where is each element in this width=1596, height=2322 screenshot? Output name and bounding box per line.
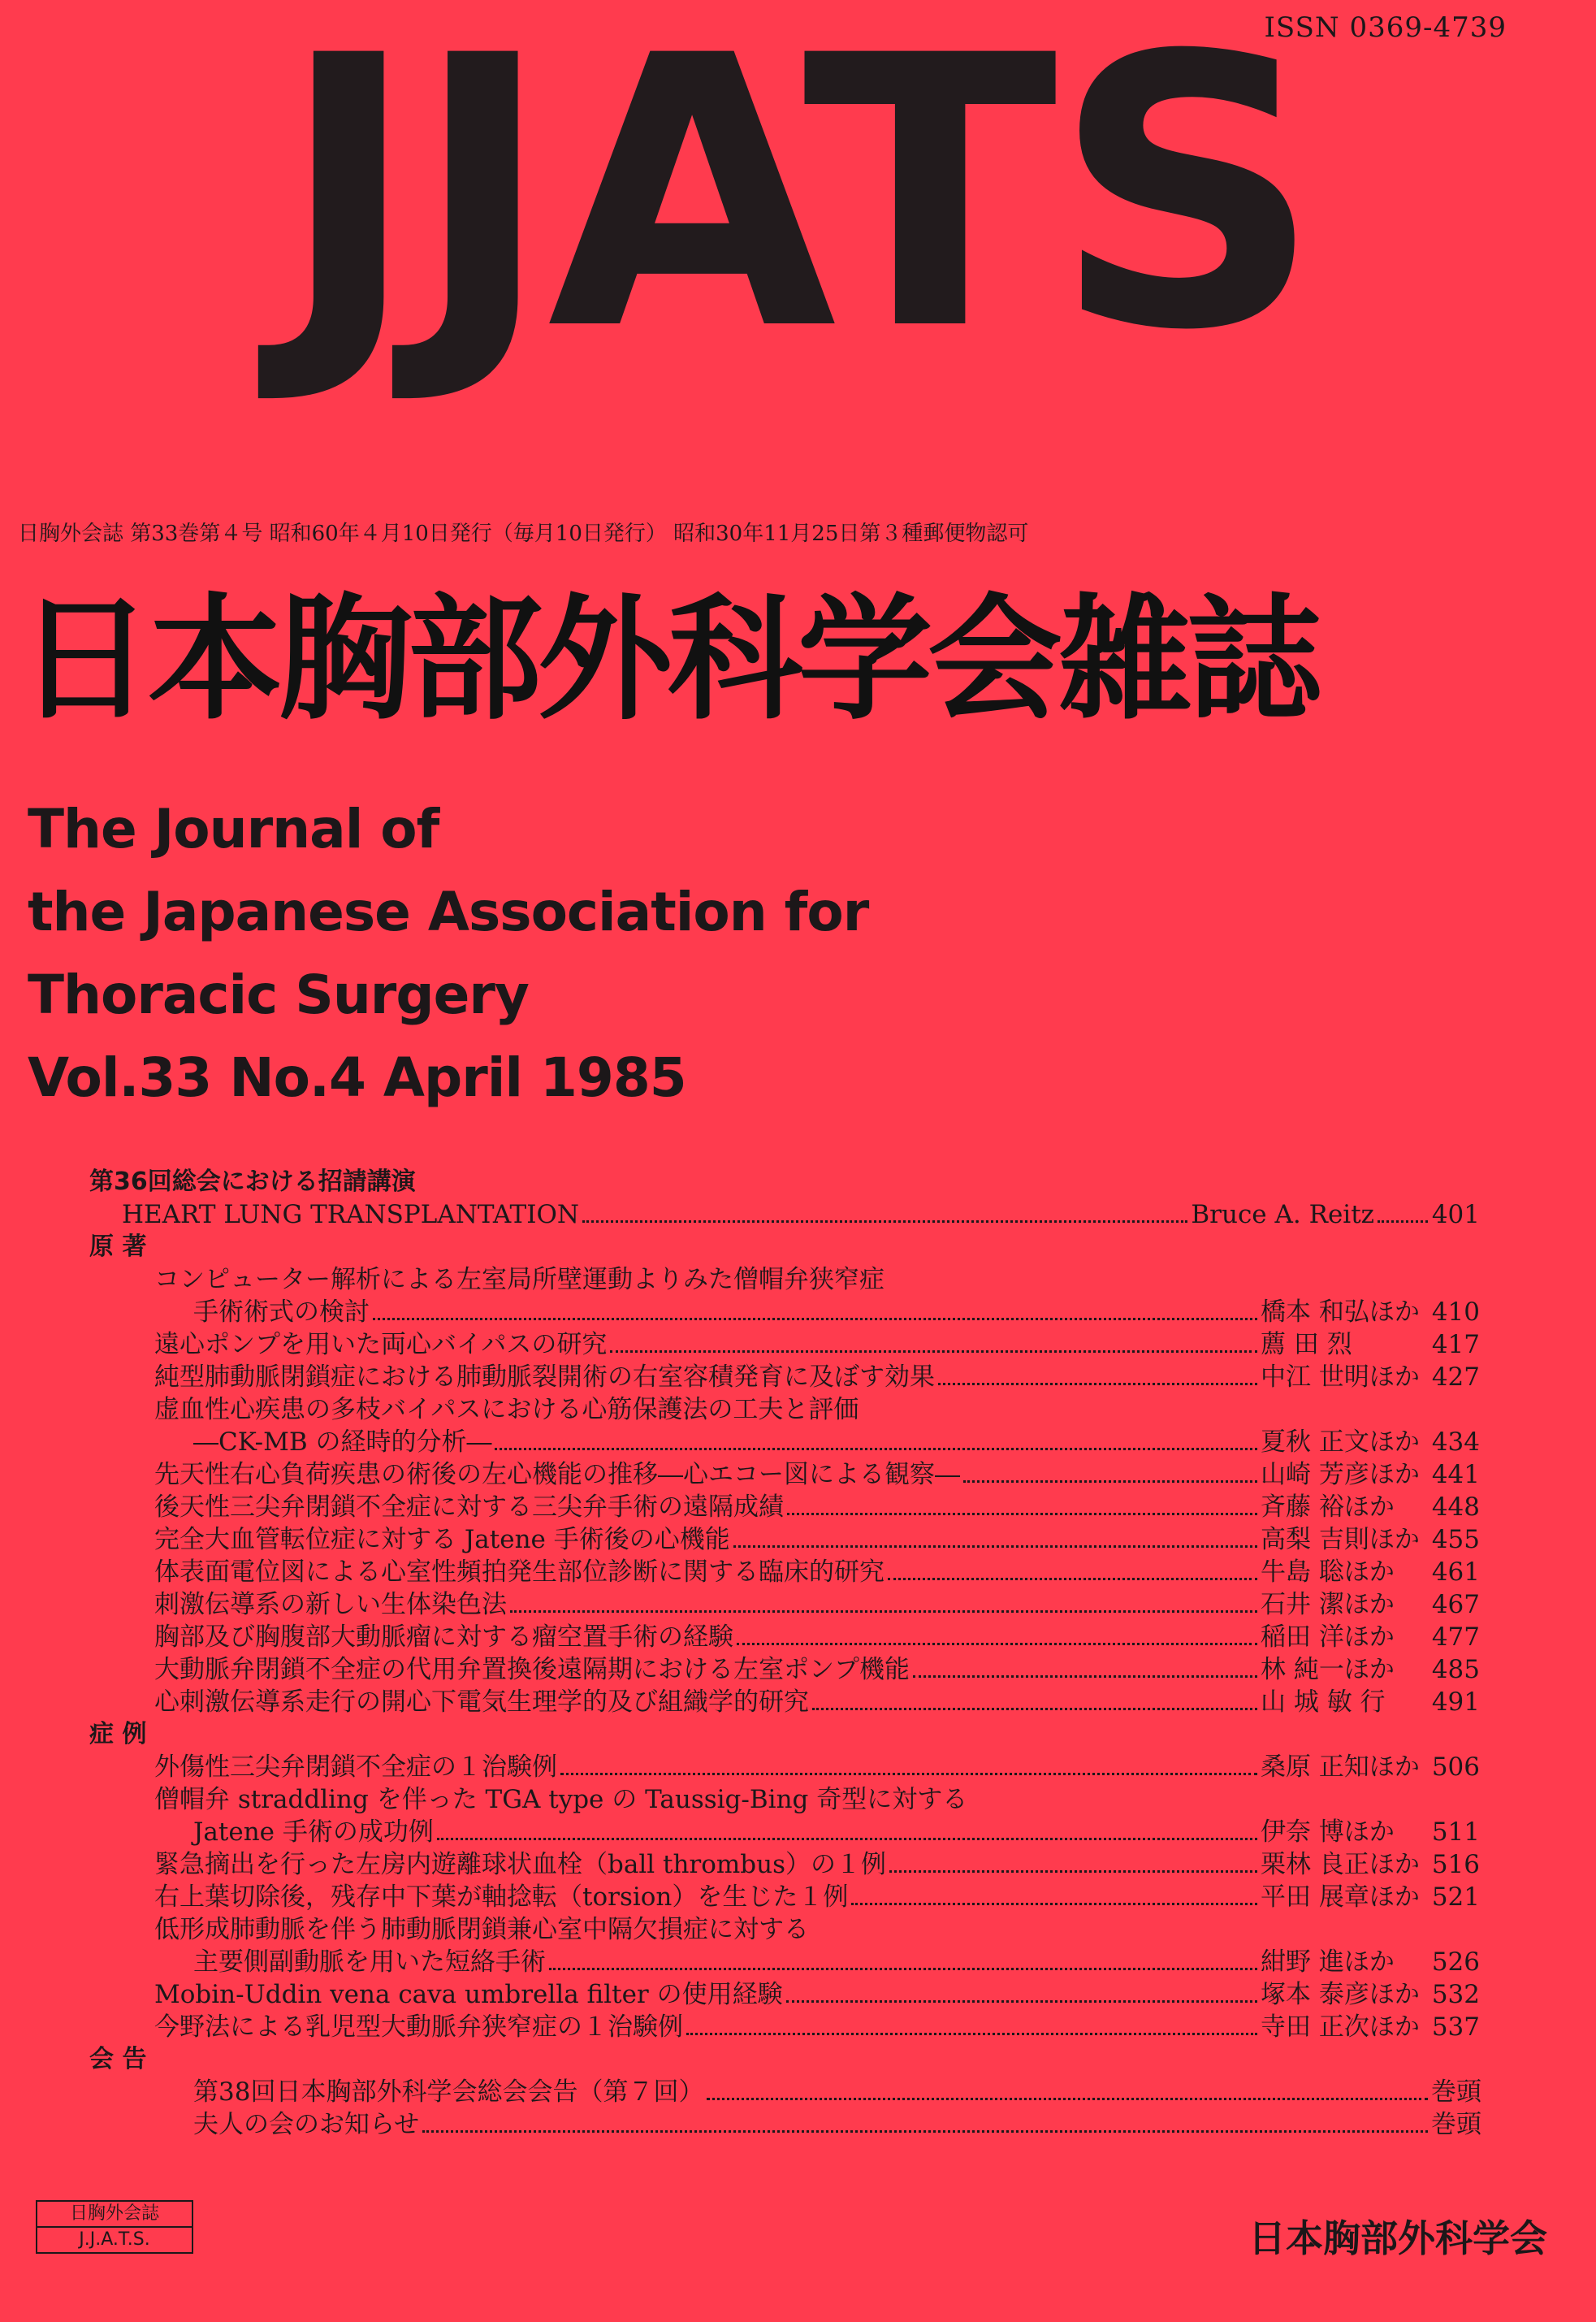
toc-entry-page: 441 [1431,1460,1480,1489]
toc-entry[interactable] [89,1686,1480,1718]
toc-entry[interactable] [89,1426,1480,1458]
toc-entry-title-line: コンピューター解析による左室局所壁運動よりみた僧帽弁狭窄症 [154,1265,885,1294]
japanese-title: 日本胸部外科学会雑誌 [18,582,1317,739]
toc-entry-title: 第38回日本胸部外科学会総会会告（第７回） [193,2077,704,2107]
toc-entry-page: 532 [1431,1980,1480,2009]
toc-entry-page: 417 [1431,1330,1480,1359]
toc-entry[interactable] [89,1361,1480,1393]
toc-entry-title: Jatene 手術の成功例 [193,1817,434,1847]
english-title-line-2: the Japanese Association for [28,881,869,943]
toc-entry-author: 薦 田 烈 [1261,1330,1352,1359]
publisher-name: 日本胸部外科学会 [1248,2216,1547,2260]
toc-entry-title: 今野法による乳児型大動脈弁狭窄症の１治験例 [154,2012,683,2042]
toc-entry-author: 夏秋 正文ほか [1261,1427,1420,1457]
toc-entry[interactable] [89,1978,1480,2011]
toc-entry[interactable] [89,2108,1480,2141]
toc-entry-author: 栗林 良正ほか [1261,1850,1420,1879]
toc-entry-title: 刺激伝導系の新しい生体染色法 [154,1590,507,1619]
toc-entry-page: 491 [1431,1687,1480,1717]
toc-entry-page: 巻頭 [1431,2110,1481,2139]
toc-entry-page: 410 [1431,1297,1480,1327]
toc-entry-page: 506 [1431,1752,1480,1782]
toc-entry[interactable] [89,1458,1480,1491]
toc-entry-author: 橋本 和弘ほか [1261,1297,1420,1327]
toc-entry-author: 稲田 洋ほか [1261,1622,1395,1652]
toc-entry-title: 主要側副動脈を用いた短絡手術 [193,1947,546,1977]
toc-entry-title: 完全大血管転位症に対する Jatene 手術後の心機能 [154,1525,730,1554]
toc-entry-author: 中江 世明ほか [1261,1362,1420,1392]
toc-section-case-reports: 症 例 [89,1720,147,1748]
toc-entry-page: 511 [1431,1817,1480,1847]
english-title-line-3: Thoracic Surgery [28,964,529,1026]
toc-entry[interactable] [89,1556,1480,1588]
toc-entry[interactable] [89,1946,1480,1978]
toc-entry-author: 牛島 聡ほか [1261,1557,1395,1587]
english-title-line-1: The Journal of [28,798,439,860]
toc-entry-page: 455 [1431,1525,1480,1554]
toc-entry[interactable] [89,1653,1480,1686]
toc-entry-title-line: 虚血性心疾患の多枝バイパスにおける心筋保護法の工夫と評価 [154,1395,859,1424]
toc-entry-page: 467 [1431,1590,1480,1619]
toc-entry-title: 純型肺動脈閉鎖症における肺動脈裂開術の右室容積発育に及ぼす効果 [154,1362,935,1392]
toc-entry[interactable] [89,1328,1480,1361]
toc-entry-page: 485 [1431,1655,1480,1684]
toc-entry-page: 521 [1431,1882,1480,1912]
table-of-contents [89,1166,1480,2141]
abbreviation-english: J.J.A.T.S. [37,2226,192,2252]
toc-entry[interactable] [89,1296,1480,1328]
toc-entry[interactable] [89,1621,1480,1653]
toc-entry-title: 夫人の会のお知らせ [193,2110,420,2139]
toc-entry-title: 後天性三尖弁閉鎖不全症に対する三尖弁手術の遠隔成績 [154,1492,784,1522]
toc-section-original-articles: 原 著 [89,1232,147,1261]
toc-entry-author: 山 城 敏 行 [1261,1687,1386,1717]
toc-entry-page: 516 [1431,1850,1480,1879]
toc-entry[interactable] [89,1751,1480,1783]
toc-entry[interactable] [89,1848,1480,1881]
toc-entry[interactable] [89,1816,1480,1848]
publication-info: 日胸外会誌 第33巻第４号 昭和60年４月10日発行（毎月10日発行） 昭和30年11月25日第３種郵便物認可 [18,522,1029,546]
toc-entry-author: 林 純一ほか [1261,1655,1395,1684]
toc-entry-page: 434 [1431,1427,1480,1457]
toc-entry-title: 大動脈弁閉鎖不全症の代用弁置換後遠隔期における左室ポンプ機能 [154,1655,910,1684]
toc-entry-author: 斉藤 裕ほか [1261,1492,1395,1522]
toc-entry-title: 手術術式の検討 [193,1297,370,1327]
toc-entry[interactable] [89,2011,1480,2043]
masthead-logo: JJATS [279,0,1317,412]
toc-entry[interactable] [89,2076,1480,2108]
toc-entry-title: 心刺激伝導系走行の開心下電気生理学的及び組織学的研究 [154,1687,809,1717]
toc-entry-author: 紺野 進ほか [1261,1947,1395,1977]
toc-entry-title: HEART LUNG TRANSPLANTATION [122,1200,579,1229]
toc-entry-title: 胸部及び胸腹部大動脈瘤に対する瘤空置手術の経験 [154,1622,733,1652]
toc-entry-title: 右上葉切除後，残存中下葉が軸捻転（torsion）を生じた１例 [154,1882,849,1912]
toc-entry-page: 537 [1431,2012,1480,2042]
toc-entry-author: 山崎 芳彦ほか [1261,1460,1420,1489]
toc-entry-title: 緊急摘出を行った左房内遊離球状血栓（ball thrombus）の１例 [154,1850,887,1879]
toc-section-announcements: 会 告 [89,2045,147,2073]
toc-entry-author: 寺田 正次ほか [1261,2012,1420,2042]
toc-entry-title: 先天性右心負荷疾患の術後の左心機能の推移―心エコー図による観察― [154,1460,960,1489]
toc-entry-page: 401 [1431,1200,1480,1229]
toc-entry[interactable] [89,1491,1480,1523]
toc-entry-author: 高梨 吉則ほか [1261,1525,1420,1554]
toc-entry-page: 526 [1431,1947,1480,1977]
toc-entry[interactable] [89,1881,1480,1913]
toc-entry-title: Mobin-Uddin vena cava umbrella filter の使用経験 [154,1980,783,2009]
toc-entry-author: Bruce A. Reitz [1191,1200,1374,1229]
toc-entry-title-line: 低形成肺動脈を伴う肺動脈閉鎖兼心室中隔欠損症に対する [154,1915,809,1944]
toc-entry-title: 外傷性三尖弁閉鎖不全症の１治験例 [154,1752,557,1782]
issn-number: ISSN 0369-4739 [1264,11,1507,44]
toc-entry-author: 桑原 正知ほか [1261,1752,1420,1782]
toc-entry[interactable] [89,1523,1480,1556]
toc-entry-page: 427 [1431,1362,1480,1392]
toc-section-invited-lecture: 第36回総会における招請講演 [89,1167,416,1196]
toc-entry[interactable] [89,1588,1480,1621]
toc-entry-title-line: 僧帽弁 straddling を伴った TGA type の Taussig-Bing 奇型に対する [154,1785,968,1814]
toc-entry-title: 遠心ポンプを用いた両心バイパスの研究 [154,1330,608,1359]
toc-entry-author: 塚本 泰彦ほか [1261,1980,1420,2009]
toc-entry-author: 石井 潔ほか [1261,1590,1395,1619]
toc-entry-page: 461 [1431,1557,1480,1587]
toc-entry-title: ―CK-MB の経時的分析― [193,1427,492,1457]
toc-entry-page: 巻頭 [1431,2077,1481,2107]
volume-issue-date: Vol.33 No.4 April 1985 [28,1046,686,1109]
toc-entry-title: 体表面電位図による心室性頻拍発生部位診断に関する臨床的研究 [154,1557,885,1587]
abbreviation-japanese: 日胸外会誌 [69,2203,159,2224]
journal-abbreviation-box [36,2200,193,2254]
toc-entry-author: 伊奈 博ほか [1261,1817,1395,1847]
toc-entry-page: 477 [1431,1622,1480,1652]
toc-entry-page: 448 [1431,1492,1480,1522]
toc-entry-author: 平田 展章ほか [1261,1882,1420,1912]
toc-entry[interactable] [89,1198,1480,1231]
